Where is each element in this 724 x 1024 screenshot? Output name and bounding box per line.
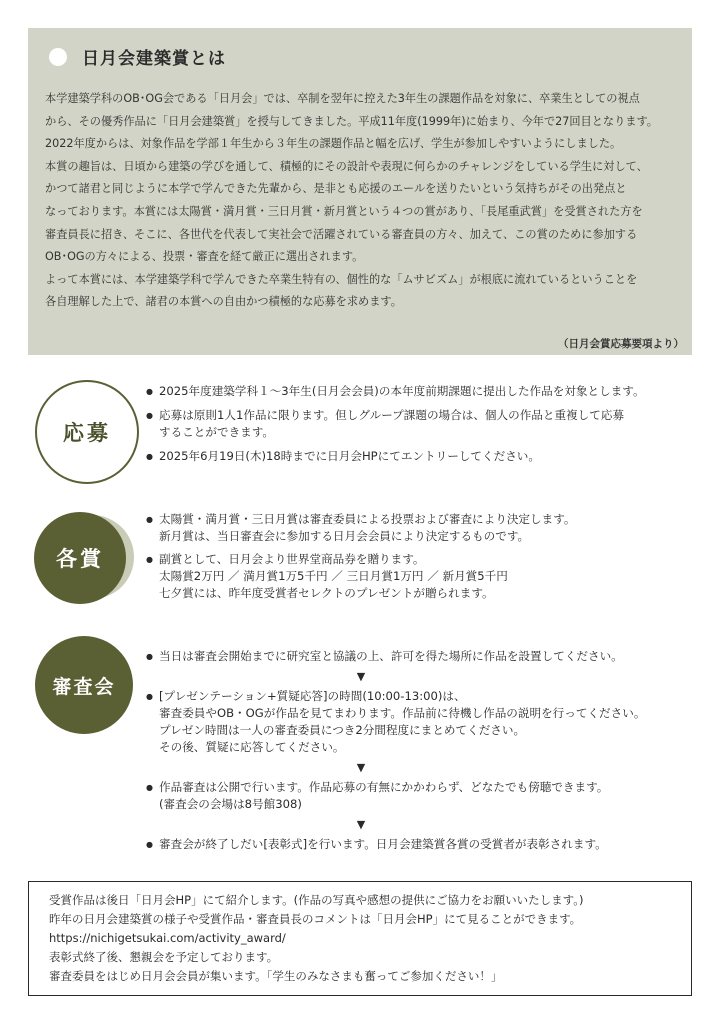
footer-line: 昨年の日月会建築賞の様子や受賞作品・審査員長のコメントは「日月会HP」にて見ることができます。 bbox=[49, 912, 582, 926]
title-bullet-icon bbox=[49, 48, 67, 66]
item-line: ● 太陽賞・満月賞・三日月賞は審査委員による投票および審査により決定します。 bbox=[159, 512, 576, 526]
intro-line: OB･OGの方々による、投票・審査を経て厳正に選出されます。 bbox=[45, 250, 364, 264]
item-line: 太陽賞2万円 ／ 満月賞1万5千円 ／ 三日月賞1万円 ／ 新月賞5千円 bbox=[159, 569, 508, 583]
item-line: 審査委員やOB・OGが作品を見てまわります。作品前に待機し作品の説明を行ってください。 bbox=[159, 706, 646, 720]
list-item bbox=[146, 383, 645, 400]
list-item bbox=[146, 551, 575, 602]
list-item bbox=[146, 448, 645, 465]
intro-body bbox=[45, 88, 685, 314]
oubo-section bbox=[146, 383, 645, 465]
list-item bbox=[146, 648, 645, 665]
item-line: ● 2025年6月19日(木)18時までに日月会HPにてエントリーしてください。 bbox=[159, 449, 540, 463]
intro-line: 審査員長に招き、そこに、各世代を代表して実社会で活躍されている審査員の方々、加えて、この賞のために参加する bbox=[45, 227, 638, 241]
footer-line: 表彰式終了後、懇親会を予定しております。 bbox=[49, 950, 279, 964]
intro-panel bbox=[28, 28, 692, 355]
footer-notice bbox=[28, 881, 692, 996]
item-line: することができます。 bbox=[159, 425, 275, 439]
item-line: 新月賞は、当日審査会に参加する日月会会員により決定するものです。 bbox=[159, 529, 530, 543]
item-line: その後、質疑に応答してください。 bbox=[159, 740, 345, 754]
footer-line: 受賞作品は後日「日月会HP」にて紹介します。(作品の写真や感想の提供にご協力をお願いいたします。) bbox=[49, 893, 584, 907]
footer-line: 審査委員をはじめ日月会会員が集います。「学生のみなさまも奮ってご参加ください！」 bbox=[49, 969, 503, 983]
item-line: ● [プレゼンテーション+質疑応答]の時間(10:00-13:00)は、 bbox=[159, 689, 466, 703]
intro-line: から、その優秀作品に「日月会建築賞」を授与してきました。平成11年度(1999年)に始まり、今年で27回目となります。 bbox=[45, 114, 658, 128]
list-item bbox=[146, 407, 645, 441]
kakusho-section bbox=[146, 511, 575, 602]
item-line: ● 応募は原則1人1作品に限ります。但しグループ課題の場合は、個人の作品と重複して応募 bbox=[159, 408, 625, 422]
item-line: (審査会の会場は8号館308) bbox=[159, 797, 302, 811]
intro-line: なっております。本賞には太陽賞・満月賞・三日月賞・新月賞という４つの賞があり、「長尾重武賞」を受賞された方を bbox=[45, 204, 643, 218]
intro-line: 2022年度からは、対象作品を学部１年生から３年生の課題作品と幅を広げ、学生が参加しやすいようにしました。 bbox=[45, 137, 622, 151]
intro-line: 各自理解した上で、諸君の本賞への自由かつ積極的な応募を求めます。 bbox=[45, 295, 402, 309]
item-line: 七夕賞には、昨年度受賞者セレクトのプレゼントが贈られます。 bbox=[159, 586, 494, 600]
item-line: ● 作品審査は公開で行います。作品応募の有無にかかわらず、どなたでも傍聴できます。 bbox=[159, 780, 609, 794]
intro-source: （日月会賞応募要項より） bbox=[558, 338, 684, 350]
arrow-down-icon: ▼ bbox=[356, 818, 366, 831]
shinsa-section bbox=[146, 648, 645, 853]
intro-title: 日月会建築賞とは bbox=[82, 49, 226, 69]
intro-line: よって本賞には、本学建築学科で学んできた卒業生特有の、個性的な「ムサビズム」が根底に流れているということを bbox=[45, 272, 638, 286]
intro-line: 本学建築学科のOB･OG会である「日月会」では、卒制を翌年に控えた3年生の課題作品を対象に、卒業生としての視点 bbox=[45, 92, 640, 105]
oubo-badge: 応募 bbox=[35, 380, 139, 484]
kakusho-badge: 各賞 bbox=[34, 512, 126, 604]
footer-url[interactable]: https://nichigetsukai.com/activity_award/ bbox=[49, 931, 286, 945]
item-line: ● 当日は審査会開始までに研究室と協議の上、許可を得た場所に作品を設置してください。 bbox=[159, 649, 623, 663]
list-item bbox=[146, 688, 645, 756]
arrow-down-icon: ▼ bbox=[356, 670, 366, 683]
intro-line: 本賞の趣旨は、日頃から建築の学びを通して、積極的にその設計や表現に何らかのチャレンジをしている学生に対して、 bbox=[45, 159, 648, 173]
item-line: ● 副賞として、日月会より世界堂商品券を贈ります。 bbox=[159, 552, 425, 566]
intro-line: かつて諸君と同じように本学で学んできた先輩から、是非とも応援のエールを送りたいという気持ちがその出発点と bbox=[45, 182, 627, 196]
arrow-down-icon: ▼ bbox=[356, 761, 366, 774]
item-line: ● 2025年度建築学科１～3年生(日月会会員)の本年度前期課題に提出した作品を対象とします。 bbox=[159, 384, 645, 398]
list-item bbox=[146, 511, 575, 545]
item-line: プレゼン時間は一人の審査委員につき2分間程度にまとめてください。 bbox=[159, 723, 526, 737]
list-item bbox=[146, 836, 645, 853]
item-line: ● 審査会が終了しだい[表彰式]を行います。日月会建築賞各賞の受賞者が表彰されます。 bbox=[159, 837, 607, 851]
list-item bbox=[146, 779, 645, 813]
shinsa-badge: 審査会 bbox=[35, 636, 133, 734]
